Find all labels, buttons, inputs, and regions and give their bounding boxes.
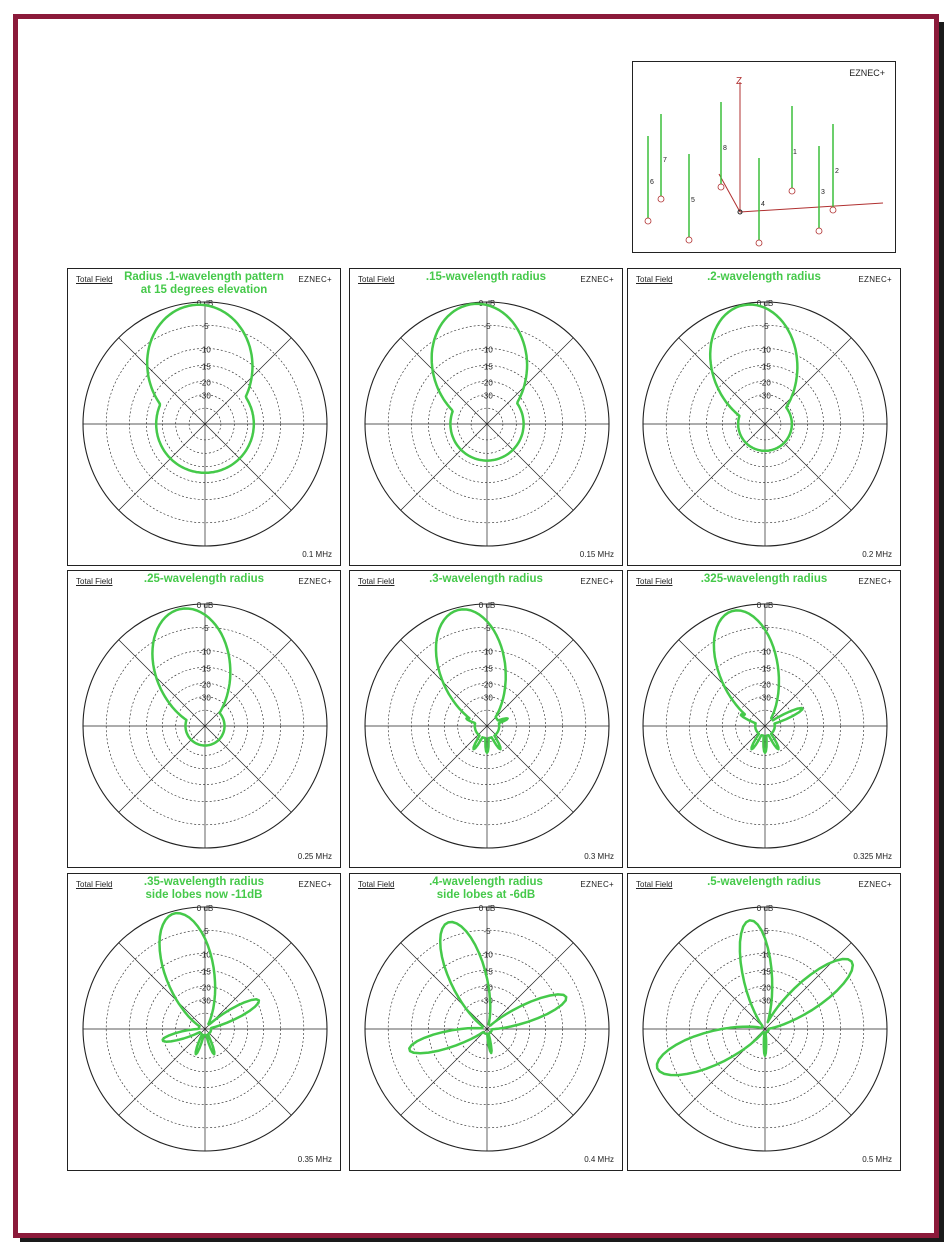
element-label: 7 — [663, 157, 667, 164]
element-feed-marker — [830, 207, 836, 213]
caption-line-1: .15-wavelength radius — [425, 271, 547, 283]
ring-db-label: 0 dB — [196, 601, 214, 610]
element-feed-marker — [645, 218, 651, 224]
ring-db-label: -30 — [481, 996, 493, 1006]
caption-line-2: at 15 degrees elevation — [140, 284, 268, 296]
ring-db-label: -15 — [481, 664, 493, 674]
total-field-label: Total Field — [76, 577, 113, 586]
element-label: 3 — [821, 189, 825, 196]
element-feed-marker — [756, 240, 762, 246]
ring-db-label: -20 — [481, 983, 493, 993]
frequency-label: 0.325 MHz — [853, 852, 892, 861]
plot-caption — [390, 876, 582, 902]
ring-db-label: -15 — [759, 664, 771, 674]
radiation-pattern-trace — [710, 305, 797, 451]
plot-caption — [108, 573, 300, 586]
radiation-pattern-trace — [409, 922, 566, 1053]
polar-plot — [628, 269, 900, 565]
ring-db-label: -5 — [483, 927, 491, 937]
ring-db-label: -5 — [201, 624, 209, 634]
total-field-label: Total Field — [358, 880, 395, 889]
element-label: 8 — [723, 145, 727, 152]
element-feed-marker — [816, 228, 822, 234]
caption-line-1: .3-wavelength radius — [429, 573, 543, 585]
frequency-label: 0.35 MHz — [297, 1155, 332, 1164]
ring-db-label: -5 — [201, 927, 209, 937]
element-feed-marker — [718, 184, 724, 190]
ring-db-label: -30 — [481, 391, 493, 401]
eznec-label: EZNEC+ — [298, 275, 332, 284]
ring-db-label: -10 — [199, 647, 211, 657]
ring-db-label: -20 — [759, 983, 771, 993]
eznec-label: EZNEC+ — [580, 275, 614, 284]
ring-db-label: -30 — [759, 996, 771, 1006]
ring-db-label: -30 — [481, 693, 493, 703]
ring-db-label: -15 — [199, 664, 211, 674]
caption-line-1: .25-wavelength radius — [143, 573, 265, 585]
plot-caption — [668, 876, 860, 889]
element-label: 5 — [691, 197, 695, 204]
ring-db-label: 0 dB — [756, 601, 774, 610]
plot-caption — [390, 573, 582, 586]
ring-db-label: -15 — [481, 362, 493, 372]
caption-line-2: side lobes now -11dB — [145, 889, 263, 901]
caption-line-1: .4-wavelength radius — [429, 876, 543, 888]
caption-line-1: .5-wavelength radius — [707, 876, 821, 888]
ring-db-label: -20 — [481, 680, 493, 690]
antenna-geometry-view — [632, 61, 896, 253]
ring-db-label: -10 — [759, 950, 771, 960]
caption-line-1: .2-wavelength radius — [707, 271, 821, 283]
eznec-label: EZNEC+ — [580, 577, 614, 586]
radiation-pattern-trace — [714, 610, 803, 752]
ring-db-label: -20 — [199, 680, 211, 690]
plot-caption — [108, 271, 300, 297]
pattern-panel — [627, 873, 901, 1171]
frequency-label: 0.2 MHz — [862, 550, 892, 559]
element-label: 1 — [793, 149, 797, 156]
ring-db-label: -15 — [199, 362, 211, 372]
total-field-label: Total Field — [636, 577, 673, 586]
ring-db-label: -5 — [201, 322, 209, 332]
total-field-label: Total Field — [358, 275, 395, 284]
pattern-panel — [67, 873, 341, 1171]
caption-line-1: .35-wavelength radius — [143, 876, 265, 888]
ring-db-label: 0 dB — [478, 601, 496, 610]
ring-db-label: -30 — [199, 391, 211, 401]
frequency-label: 0.3 MHz — [584, 852, 614, 861]
ring-db-label: -5 — [761, 927, 769, 937]
pattern-panel — [627, 570, 901, 868]
caption-line-1: .325-wavelength radius — [700, 573, 828, 585]
polar-plot — [350, 571, 622, 867]
ring-db-label: -5 — [761, 322, 769, 332]
pattern-panel — [349, 873, 623, 1171]
ring-db-label: -20 — [481, 378, 493, 388]
ring-db-label: -5 — [761, 624, 769, 634]
ring-db-label: -20 — [759, 680, 771, 690]
ring-db-label: -10 — [759, 647, 771, 657]
polar-plot — [350, 269, 622, 565]
ring-db-label: -30 — [199, 996, 211, 1006]
eznec-label: EZNEC+ — [858, 880, 892, 889]
plot-caption — [390, 271, 582, 284]
ring-db-label: -15 — [759, 362, 771, 372]
caption-line-1: Radius .1-wavelength pattern — [124, 271, 284, 283]
ring-db-label: -30 — [759, 693, 771, 703]
ring-db-label: -10 — [481, 950, 493, 960]
frequency-label: 0.25 MHz — [297, 852, 332, 861]
radiation-pattern-trace — [152, 609, 230, 746]
ring-db-label: -10 — [199, 345, 211, 355]
pattern-panel — [349, 570, 623, 868]
ring-db-label: -15 — [199, 967, 211, 977]
ring-db-label: -30 — [759, 391, 771, 401]
pattern-panel — [349, 268, 623, 566]
frequency-label: 0.4 MHz — [584, 1155, 614, 1164]
radiation-pattern-trace — [657, 920, 853, 1075]
ring-db-label: -10 — [199, 950, 211, 960]
ring-db-label: 0 dB — [196, 299, 214, 308]
element-feed-marker — [686, 237, 692, 243]
pattern-panel — [627, 268, 901, 566]
element-feed-marker — [789, 188, 795, 194]
polar-plot — [350, 874, 622, 1170]
caption-line-2: side lobes at -6dB — [436, 889, 536, 901]
total-field-label: Total Field — [358, 577, 395, 586]
frequency-label: 0.5 MHz — [862, 1155, 892, 1164]
ring-db-label: -20 — [759, 378, 771, 388]
ring-db-label: -10 — [759, 345, 771, 355]
plot-caption — [668, 573, 860, 586]
polar-plot — [628, 571, 900, 867]
total-field-label: Total Field — [76, 880, 113, 889]
total-field-label: Total Field — [636, 275, 673, 284]
ring-db-label: -5 — [483, 624, 491, 634]
frequency-label: 0.15 MHz — [579, 550, 614, 559]
ring-db-label: -15 — [759, 967, 771, 977]
polar-plot — [68, 571, 340, 867]
ring-db-label: -5 — [483, 322, 491, 332]
z-axis-label: Z — [736, 76, 743, 87]
antenna-drawing — [633, 62, 895, 252]
element-feed-marker — [658, 196, 664, 202]
polar-plot — [68, 874, 340, 1170]
element-label: 4 — [761, 201, 765, 208]
antenna-software-label: EZNEC+ — [849, 68, 885, 78]
eznec-label: EZNEC+ — [858, 577, 892, 586]
ring-db-label: -20 — [199, 378, 211, 388]
ring-db-label: 0 dB — [478, 299, 496, 308]
plot-caption — [108, 876, 300, 902]
eznec-label: EZNEC+ — [298, 880, 332, 889]
element-label: 6 — [650, 179, 654, 186]
plot-caption — [668, 271, 860, 284]
frequency-label: 0.1 MHz — [302, 550, 332, 559]
total-field-label: Total Field — [76, 275, 113, 284]
eznec-label: EZNEC+ — [858, 275, 892, 284]
pattern-panel — [67, 570, 341, 868]
ring-db-label: -10 — [481, 647, 493, 657]
ring-db-label: 0 dB — [756, 299, 774, 308]
total-field-label: Total Field — [636, 880, 673, 889]
antenna-elements — [645, 102, 839, 246]
ring-db-label: 0 dB — [478, 904, 496, 913]
ring-db-label: -15 — [481, 967, 493, 977]
ring-db-label: -20 — [199, 983, 211, 993]
eznec-label: EZNEC+ — [580, 880, 614, 889]
polar-plot — [628, 874, 900, 1170]
ring-db-label: 0 dB — [756, 904, 774, 913]
eznec-label: EZNEC+ — [298, 577, 332, 586]
polar-plot — [68, 269, 340, 565]
ring-db-label: 0 dB — [196, 904, 214, 913]
y-axis-line — [719, 174, 740, 212]
ring-db-label: -30 — [199, 693, 211, 703]
ring-db-label: -10 — [481, 345, 493, 355]
pattern-panel — [67, 268, 341, 566]
element-label: 2 — [835, 168, 839, 175]
